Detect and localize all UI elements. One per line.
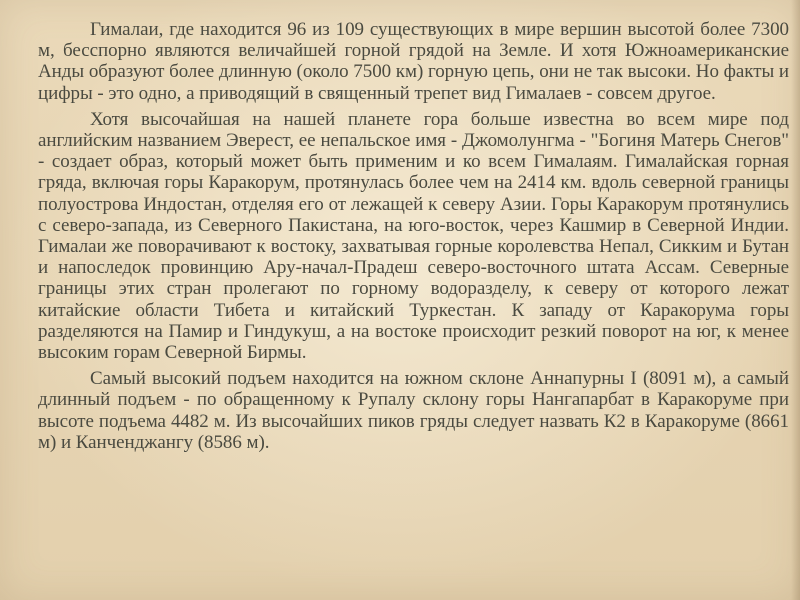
slide-edge-shadow — [791, 0, 800, 600]
text-body — [38, 19, 789, 458]
paragraph-highest-ascents: Самый высокий подъем находится на южном склоне Аннапурны I (8091 м), а самый длинный подъем - по обращенному к Рупалу склону горы Нангапарбат в Каракоруме при высоте подъема 4482 м. Из высочайших пиков гряды следует назвать К2 в Каракоруме (8661 м) и Канченджангу (8586 м). — [38, 368, 789, 453]
paragraph-himalayas-intro: Гималаи, где находится 96 из 109 существующих в мире вершин высотой более 7300 м, бесспорно являются величайшей горной грядой на Земле. И хотя Южноамериканские Анды образуют более длинную (около 7500 км) горную цепь, они не так высоки. Но факты и цифры - это одно, а приводящий в священный трепет вид Гималаев - совсем другое. — [38, 19, 789, 104]
paragraph-everest-and-ranges: Хотя высочайшая на нашей планете гора больше известна во всем мире под английским названием Эверест, ее непальское имя - Джомолунгма - "Богиня Матерь Снегов" - создает образ, который может быть применим и ко всем Гималаям. Гималайская горная гряда, включая горы Каракорум, протянулась более чем на 2414 км. вдоль северной границы полуострова Индостан, отделяя его от лежащей к северу Азии. Горы Каракорум протянулись с северо-запада, из Северного Пакистана, на юго-восток, через Кашмир в Северной Индии. Гималаи же поворачивают к востоку, захватывая горные королевства Непал, Сикким и Бутан и напоследок провинцию Ару-начал-Прадеш северо-восточного штата Ассам. Северные границы этих стран пролегают по горному водоразделу, к северу от которого лежат китайские области Тибета и китайский Туркестан. К западу от Каракорума горы разделяются на Памир и Гиндукуш, а на востоке происходит резкий поворот на юг, к менее высоким горам Северной Бирмы. — [38, 108, 789, 364]
